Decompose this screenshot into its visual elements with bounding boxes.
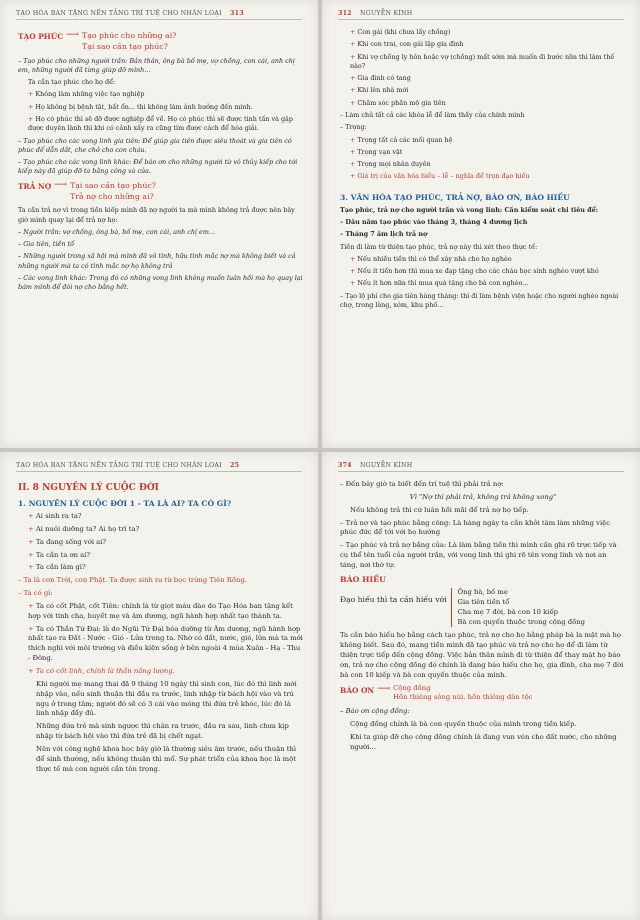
quote: Vì "Nợ thì phải trả, không trả không xong" <box>409 492 557 501</box>
list-item: – Tạo phúc cho các vong linh khác: Để báo ơn cho những người từ vô thủy kiếp cho tới kiếp này đã giúp đỡ ta bằng công và của. <box>18 158 304 177</box>
paragraph: Ta cần trả nợ vì trong tiền kiếp mình đã nợ người ta mà mình không trả được nên bây giờ mình quay lại để trả nợ họ: <box>18 206 295 224</box>
diagram-option: Hồn thiêng sông núi, hồn thiêng dân tộc <box>393 693 533 702</box>
section-title: 3. VĂN HÓA TẠO PHÚC, TRẢ NỢ, BÁO ƠN, BÁO HIẾU <box>340 192 570 202</box>
list-item: – Gia tiên, tiền tổ <box>18 240 304 249</box>
tra-no-diagram <box>18 180 304 203</box>
list-item: + Con gái (khi chưa lấy chồng) <box>340 28 626 37</box>
list-item: – Các vong linh khác: Trong đó có những vong linh không muốn luân hồi mà họ quay lại bám mình để đòi nợ cho bằng hết. <box>18 274 304 293</box>
diagram-key: BÁO ƠN <box>340 685 375 695</box>
diagram-key: TẠO PHÚC <box>18 32 64 41</box>
section-title: II. 8 NGUYÊN LÝ CUỘC ĐỜI <box>18 483 159 493</box>
list-item: + Nếu nhiều tiền thì có thể xây nhà cho họ nghèo <box>340 255 626 264</box>
list-item: + Khi lên nhà mới <box>340 86 626 95</box>
running-head <box>338 462 624 472</box>
list-item: – Trọng: <box>340 123 626 132</box>
diagram-option: Cha mẹ 7 đời, bà con 10 kiếp <box>457 607 558 616</box>
list-item: + Trọng mọi nhân duyên <box>340 160 626 169</box>
list-item: + Khi vợ chồng ly hôn hoặc vợ (chồng) mất sớm mà muốn đi bước nữa thì làm thế nào? <box>340 53 626 72</box>
diagram-option: Tại sao cần tạo phúc? <box>82 42 168 52</box>
diagram-option: Cộng đồng <box>393 683 431 692</box>
list-item: – Đến bây giờ ta biết đến trí tuệ thì phải trả nợ: <box>340 480 626 490</box>
list-item: – Người trần: vợ chồng, ông bà, bố mẹ, con cái, anh chị em... <box>18 228 304 237</box>
running-head <box>16 462 302 472</box>
header-title: TẠO HÓA BAN TẶNG NỀN TẢNG TRÍ TUỆ CHO NHÂN LOẠI <box>16 462 222 469</box>
paragraph: Tiền đi làm từ thiện tạo phúc, trả nợ này thì xét theo thực tế: <box>340 242 538 251</box>
running-head <box>16 10 302 20</box>
page-body <box>340 28 626 313</box>
list-item: – Trả nợ và tạo phúc bằng công: Là hàng ngày ta cần khởi tâm làm những việc phúc đức để tới với họ hướng <box>340 519 626 539</box>
paragraph: Nếu không trả thì cứ luân hồi mãi để trả nợ họ tiếp. <box>350 505 529 514</box>
header-title: NGUYỄN KÍNH <box>359 462 413 469</box>
paragraph: – Tạo phúc cho những người trần: Bản thân, ông bà bố mẹ, vợ chồng, con cái, anh chị em, những người đã từng giúp đỡ mình... <box>18 57 304 76</box>
diagram-option: Tại sao cần tạo phúc? <box>70 180 156 190</box>
tao-phuc-diagram <box>18 30 304 53</box>
diagram-key: TRẢ NỢ <box>18 181 52 191</box>
list-item: + Khi con trai, con gái lập gia đình <box>340 40 626 49</box>
diagram-option: Ông bà, bố mẹ <box>457 588 508 597</box>
list-item: + Ta cần làm gì? <box>18 563 304 573</box>
list-item: + Nếu ít hơn nữa thì mua quà tặng cho bà con nghèo... <box>340 279 626 288</box>
list-item: + Trọng tất cả các mối quan hệ <box>340 136 626 145</box>
diagram-lead: Đạo hiếu thì ta cần hiếu với <box>340 595 447 605</box>
list-item: – Làm chủ tất cả các khóa lễ để làm thầy của chính mình <box>340 111 626 120</box>
book-page-313 <box>0 0 318 448</box>
page-body <box>340 480 626 756</box>
paragraph: Tạo phúc, trả nợ cho người trần và vong linh: Cần kiểm soát chi tiêu để: <box>340 205 599 214</box>
list-item: + Không làm những việc tạo nghiệp <box>18 90 304 99</box>
list-item: + Họ có phúc thì sẽ đỡ được nghiệp để về. Họ có phúc thì sẽ được tinh tấn và gặp được duyên lành thì khi có cảnh xấy ra cũng tìm được cách để hóa giải. <box>18 115 304 134</box>
paragraph: Những đứa trẻ mà sinh ngược thì chân ra trước, đầu ra sau, linh chưa kịp nhập từ bách hội vào thì đứa trẻ đã bị chết ngạt. <box>36 722 289 741</box>
page-body <box>18 480 304 777</box>
list-item: – Tháng 7 âm lịch trả nợ <box>340 230 626 239</box>
list-item: – Dâu năm tạo phúc vào tháng 3, tháng 4 dương lịch <box>340 218 626 227</box>
diagram-option: Trả nợ cho những ai? <box>70 191 154 201</box>
header-title: TẠO HÓA BAN TẶNG NỀN TẢNG TRÍ TUỆ CHO NHÂN LOẠI <box>16 10 222 17</box>
arrow-icon: ⟶ <box>54 179 68 190</box>
book-page-312 <box>322 0 640 448</box>
page-number: 312 <box>338 10 352 17</box>
list-item: – Tạo phúc cho các vong linh gia tiên: Để giúp gia tiên được siêu thoát và gia tiên có phúc để dẫn dắt, che chở cho con cháu. <box>18 137 304 156</box>
page-number: 313 <box>230 10 244 17</box>
diagram-option: Tạo phúc cho những ai? <box>82 31 177 40</box>
header-title: NGUYỄN KÍNH <box>359 10 413 17</box>
book-page-25 <box>0 452 318 920</box>
list-item: – Tạo phúc và trả nợ bằng của: Là làm bằng tiền thì mình cần ghi rõ trực tiếp và cụ thể tên tuổi của người trần, với vong linh thì ghi rõ tên vong linh và nơi an táng, nơi thờ tự. <box>340 541 626 571</box>
list-item: – Những người trong xã hội mà mình đã vô tình, hữu tình mắc nợ mà không biết và cả những người mà ta có tình mắc nợ họ không trả <box>18 252 304 271</box>
list-item: + Ai nuôi dưỡng ta? Ai họ trì ta? <box>18 525 304 535</box>
list-item: – Ta có gì: <box>18 589 304 599</box>
list-item: + Ta có cốt linh, chính là thần năng lượng. <box>18 667 304 677</box>
paragraph: Khi ta giúp đỡ cho cộng đồng chính là đang vun vén cho đất nước, cho những người... <box>350 733 617 751</box>
page-body <box>18 28 304 296</box>
list-item: + Gia đình có tang <box>340 74 626 83</box>
diagram-option: Gia tiên tiền tổ <box>457 597 510 606</box>
list-item: + Ta đang sống với ai? <box>18 538 304 548</box>
list-item: – Báo ơn cộng đồng: <box>340 707 626 717</box>
list-item: + Nếu ít tiền hơn thì mua xe đạp tặng cho các cháu học sinh nghèo vượt khó <box>340 267 626 276</box>
paragraph: Cộng đồng chính là bà con quyến thuộc của mình trong tiền kiếp. <box>350 720 577 729</box>
list-item: + Ta cần ta ơn ai? <box>18 551 304 561</box>
subsection-title: 1. NGUYÊN LÝ CUỘC ĐỜI 1 - TA LÀ AI? TA CÓ GÌ? <box>18 499 232 509</box>
page-number: 25 <box>230 462 240 469</box>
list-item: + Ta có Thần Tứ Đại: là do Ngũi Tứ Đại hóa dưỡng từ Âm dương, ngũ hành hợp nhất tạo ra Đất - Nước - Gió - Lửa trong ta. Nhờ có đất, nước, gió, lửa mà ta mới thích nghi với môi trường và điều kiện sống ở bên ngoài 4 mùa Xuân - Hạ - Thu - Đông. <box>18 625 304 664</box>
list-item: + Chăm sóc phần mộ gia tiên <box>340 99 626 108</box>
list-item: – Tạo lộ phí cho gia tiên hàng tháng: thì đi làm bệnh viện hoặc cho người nghèo ngoài chợ, trong làng, xóm, khu phố... <box>340 292 626 311</box>
section-title: BÁO HIẾU <box>340 574 386 584</box>
page-number: 374 <box>338 462 352 469</box>
book-page-374 <box>322 452 640 920</box>
paragraph: Ta cần báo hiếu họ bằng cách tạo phúc, trả nợ cho họ bằng pháp bà la mật mà họ không biết. Sau đó, mang tiền mình đã tạo phúc và trả nợ cho họ để đi làm từ thiện trực tiếp đến cộng đồng. Việc bản thân mình đi từ thiện để thay mặt họ báo ơn, trả nợ cho cộng đồng đó chính là đang báo hiếu cho họ, gia đình, cha mẹ 7 đời bà con 10 kiếp và bà con quyến thuộc của mình. <box>340 631 624 679</box>
list-item: + Giá trị của văn hóa hiếu – lễ – nghĩa để trọn đạo hiếu <box>340 172 626 181</box>
list-item: + Trọng vạn vật <box>340 148 626 157</box>
list-item: + Ta có cốt Phật, cốt Tiên: chính là từ giọt máu đào do Tạo Hóa ban tặng kết hợp với tinh cha, huyết mẹ và âm dương, ngũ hành hợp nhất tạo thành ta. <box>18 602 304 622</box>
arrow-icon: ⟶ <box>377 683 391 694</box>
bao-on-diagram <box>340 684 626 704</box>
paragraph: Khi người mẹ mang thai đã 9 tháng 10 ngày thì sinh con, lúc đó thì linh mới nhập vào, nếu sinh thuận thì đầu ra trước, linh nhập từ bách hội vào và trú ngụ ở trong tâm; người đó sẽ có 3 cái vào móng thì đứa trẻ khóc, lúc đó là linh nhập đầy đủ. <box>36 679 297 718</box>
running-head <box>338 10 624 20</box>
diagram-option: Bà con quyến thuộc trong cộng đồng <box>457 617 585 626</box>
arrow-icon: ⟶ <box>66 30 80 40</box>
list-item: + Ai sinh ra ta? <box>18 512 304 522</box>
list-item: – Ta là con Trời, con Phật. Ta được sinh ra từ bọc trứng Tiên Rồng. <box>18 576 304 586</box>
paragraph: Nên với công nghệ khoa học bây giờ là thường siêu âm trước, nếu thuận thì để sinh thường, nếu không thuận thì mổ. Sự phát triển của khoa học là một thực tế mà con người cần tôn trọng. <box>36 744 297 773</box>
paragraph: Ta cần tạo phúc cho họ để: <box>28 78 116 87</box>
bao-hieu-diagram <box>340 588 626 627</box>
list-item: + Họ không bị bệnh tật, bất ổn... thì không làm ảnh hưởng đến mình. <box>18 103 304 112</box>
